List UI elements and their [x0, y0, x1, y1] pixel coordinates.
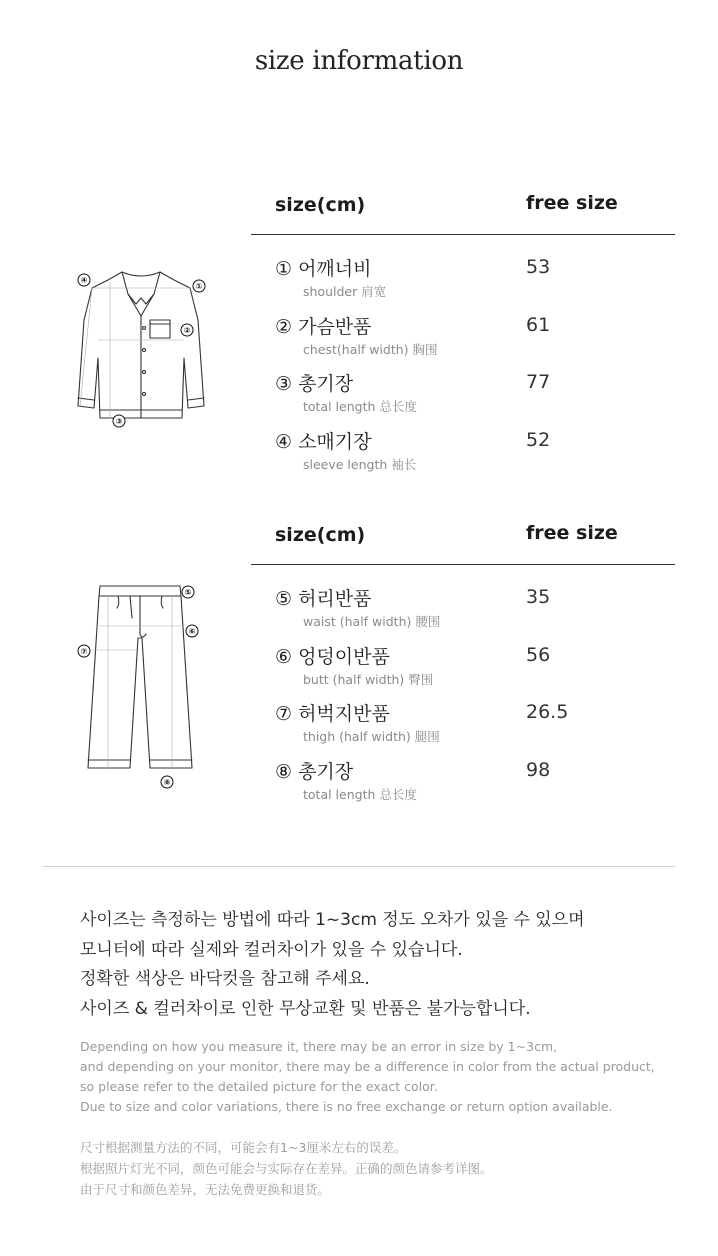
header-free-size: free size	[526, 192, 618, 214]
header-size: size(cm)	[275, 524, 366, 546]
marker-6	[186, 625, 198, 637]
marker-1	[193, 280, 205, 292]
note-line: 尺寸根据测量方法的不同，可能会有1~3厘米左右的误差。	[80, 1140, 407, 1155]
row-label: ⑥ 엉덩이반품	[275, 645, 390, 668]
table-row	[275, 369, 675, 427]
row-value: 35	[526, 586, 551, 608]
section-divider	[43, 866, 675, 867]
header-free-size: free size	[526, 522, 618, 544]
note-line: 모니터에 따라 실제와 컬러차이가 있을 수 있습니다.	[80, 939, 463, 960]
marker-3	[113, 415, 125, 427]
bottom-size-section	[0, 516, 718, 816]
row-value: 56	[526, 643, 551, 666]
svg-text:②: ②	[183, 326, 191, 335]
svg-text:③: ③	[115, 417, 123, 426]
row-label: ① 어깨너비	[275, 258, 372, 280]
marker-7	[78, 645, 90, 657]
row-label: ③ 총기장	[275, 373, 354, 395]
row-sublabel: thigh (half width) 腿围	[303, 729, 440, 744]
row-sublabel: waist (half width) 腰围	[303, 614, 441, 629]
note-line: Due to size and color variations, there is no free exchange or return option available.	[80, 1099, 613, 1114]
header-size: size(cm)	[275, 194, 366, 216]
table-row	[275, 254, 675, 312]
row-sublabel: butt (half width) 臀围	[303, 671, 434, 687]
pants-markers	[70, 578, 215, 798]
row-value: 53	[526, 256, 551, 278]
marker-8	[161, 776, 173, 788]
notes-chinese	[80, 1137, 700, 1200]
row-sublabel: shoulder 肩宽	[303, 284, 387, 299]
svg-text:⑤: ⑤	[184, 588, 192, 597]
table-row	[275, 757, 675, 815]
row-label: ⑦ 허벅지반품	[275, 703, 390, 725]
note-line: 사이즈 & 컬러차이로 인한 무상교환 및 반품은 불가능합니다.	[80, 998, 531, 1019]
table-row	[275, 312, 675, 370]
svg-text:⑧: ⑧	[163, 778, 171, 787]
notes-korean	[80, 906, 680, 1024]
top-size-section	[0, 186, 718, 486]
bottom-table-header	[275, 524, 675, 550]
shirt-markers	[70, 258, 215, 428]
note-line: 由于尺寸和颜色差异，无法免费更换和退货。	[80, 1182, 331, 1197]
bottom-table-rows	[275, 584, 675, 814]
row-label: ⑧ 총기장	[275, 760, 354, 783]
table-row	[275, 699, 675, 757]
row-label: ② 가슴반품	[275, 315, 372, 338]
row-value: 98	[526, 758, 551, 781]
header-rule	[251, 234, 675, 235]
table-row	[275, 427, 675, 485]
marker-2	[181, 324, 193, 336]
row-sublabel: total length 总长度	[303, 786, 417, 802]
table-row	[275, 584, 675, 642]
svg-text:⑦: ⑦	[80, 647, 88, 656]
row-sublabel: total length 总长度	[303, 399, 417, 414]
row-label: ⑤ 허리반품	[275, 588, 372, 610]
page-title: size information	[254, 46, 464, 76]
note-line: Depending on how you measure it, there may be an error in size by 1~3cm,	[80, 1039, 558, 1054]
header-rule	[251, 564, 675, 565]
svg-text:④: ④	[80, 276, 88, 285]
svg-text:⑥: ⑥	[188, 627, 196, 636]
note-line: and depending on your monitor, there may be a difference in color from the actual product,	[80, 1059, 655, 1074]
marker-4	[78, 274, 90, 286]
top-table-rows	[275, 254, 675, 484]
top-table-header	[275, 194, 675, 220]
row-value: 52	[526, 428, 551, 451]
note-line: so please refer to the detailed picture for the exact color.	[80, 1079, 438, 1094]
marker-5	[182, 586, 194, 598]
row-value: 26.5	[526, 701, 569, 723]
row-label: ④ 소매기장	[275, 430, 372, 453]
svg-text:①: ①	[195, 282, 203, 291]
notes-english	[80, 1037, 700, 1117]
note-line: 根据照片灯光不同，颜色可能会与实际存在差异。正确的颜色请参考详图。	[80, 1161, 493, 1176]
row-value: 61	[526, 313, 551, 336]
note-line: 사이즈는 측정하는 방법에 따라 1~3cm 정도 오차가 있을 수 있으며	[80, 910, 585, 930]
table-row	[275, 642, 675, 700]
row-value: 77	[526, 371, 551, 393]
row-sublabel: sleeve length 袖长	[303, 456, 417, 472]
row-sublabel: chest(half width) 胸围	[303, 341, 438, 357]
note-line: 정확한 색상은 바닥컷을 참고해 주세요.	[80, 969, 370, 989]
